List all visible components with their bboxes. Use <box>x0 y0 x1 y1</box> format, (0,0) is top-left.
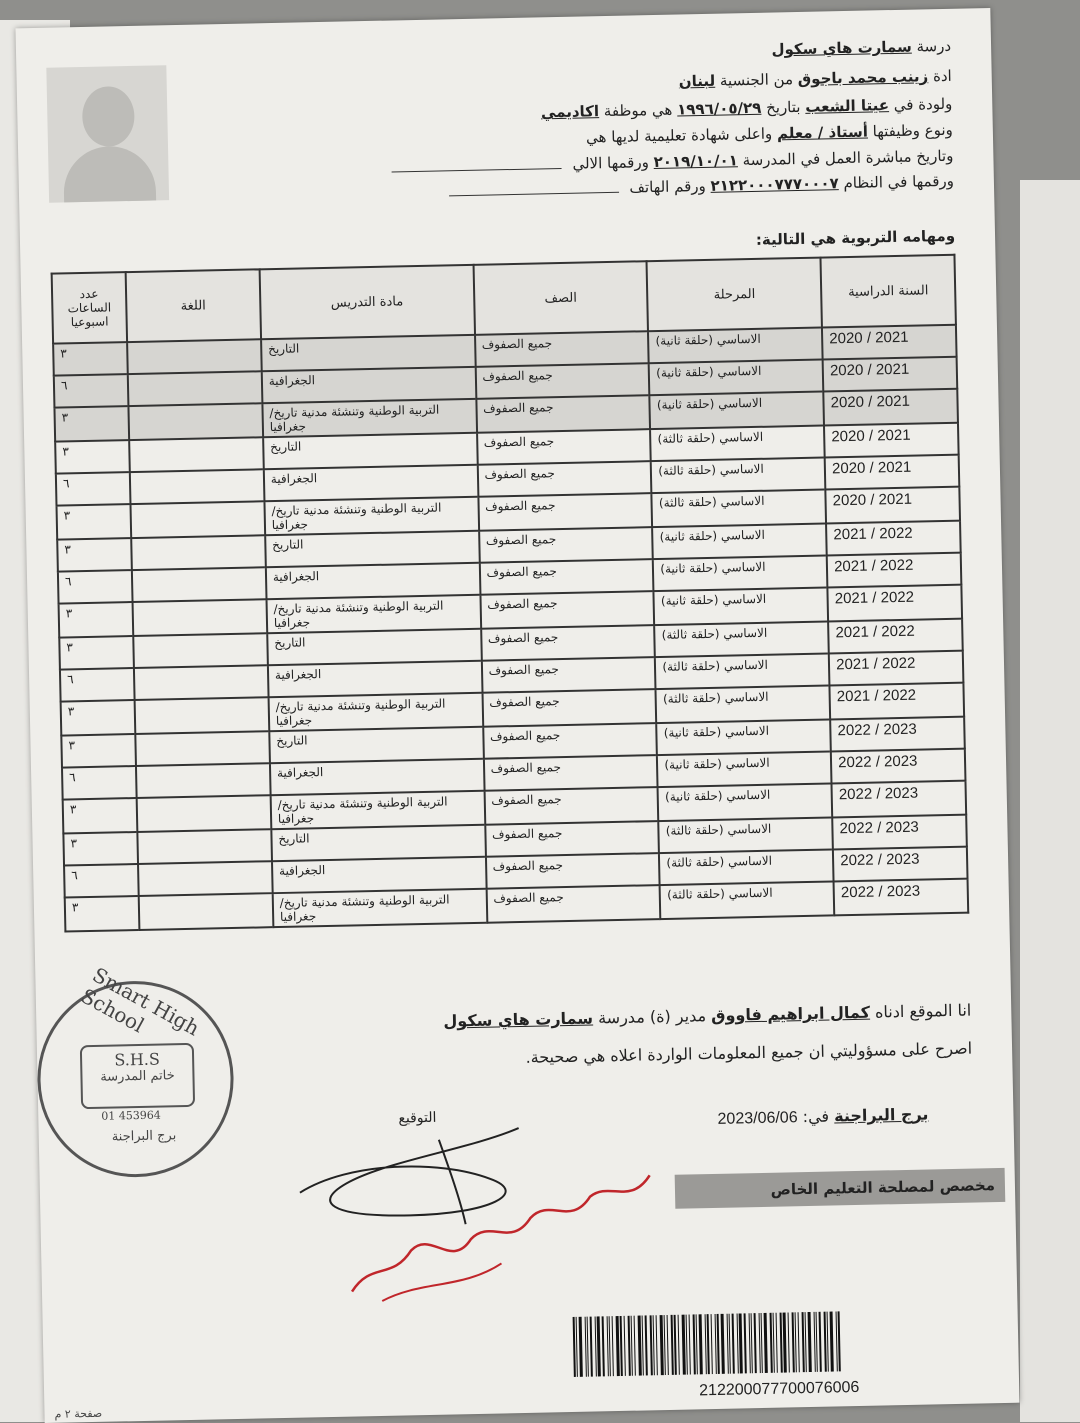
cell-subject: الجغرافية <box>264 465 478 501</box>
header-line-job <box>586 121 953 147</box>
barcode-bar <box>699 1314 703 1374</box>
cell-language <box>130 469 264 504</box>
cell-language <box>137 829 271 864</box>
barcode-bar <box>805 1312 807 1372</box>
header-line-name <box>679 67 952 91</box>
cell-stage: الاساسي (حلقة ثانية) <box>649 360 823 396</box>
reserved-box: مخصص لمصلحة التعليم الخاص <box>675 1168 1006 1209</box>
stamp-inner-box <box>80 1043 195 1109</box>
school-stamp <box>35 962 235 1179</box>
tasks-title: ومهامه التربوية هي التالية: <box>755 226 956 249</box>
header-line-system <box>442 172 954 201</box>
barcode-bar <box>798 1312 800 1372</box>
cell-year: 2020 / 2021 <box>824 423 959 458</box>
cell-language <box>128 371 262 406</box>
header-label: ونوع وظيفتها <box>872 120 954 141</box>
barcode-bar <box>721 1314 725 1374</box>
place-name: برج البراجنة <box>833 1104 929 1126</box>
header-label: ورقمها الالي <box>572 153 650 173</box>
cell-language <box>135 731 269 766</box>
document-page <box>15 8 1019 1423</box>
declaration-text: مدير (ة) مدرسة <box>597 1006 707 1028</box>
cell-stage: الاساسي (حلقة ثالثة) <box>652 490 826 528</box>
birthdate: ١٩٩٦/٠٥/٢٩ <box>676 98 762 119</box>
director-name: كمال ابراهيم فاووق <box>710 1002 871 1026</box>
cell-class: جميع الصفوف <box>475 363 649 399</box>
barcode-bar <box>590 1317 593 1377</box>
cell-subject: التاريخ <box>263 433 477 469</box>
cell-hours: ٣ <box>53 342 128 376</box>
cell-hours: ٣ <box>59 636 134 670</box>
barcode-bar <box>717 1314 720 1374</box>
cell-language <box>136 763 270 798</box>
col-header-language: اللغة <box>126 269 261 342</box>
declaration-date: 2023/06/06 <box>717 1109 798 1128</box>
cell-subject: الجغرافية <box>270 759 484 795</box>
barcode-bar <box>656 1315 658 1375</box>
cell-year: 2021 / 2022 <box>826 521 961 556</box>
cell-hours: ٦ <box>58 570 133 604</box>
cell-class: جميع الصفوف <box>480 591 654 629</box>
employee-type: اكاديمي <box>540 102 600 122</box>
cell-stage: الاساسي (حلقة ثانية) <box>657 719 831 755</box>
barcode-bar <box>678 1315 680 1375</box>
cell-year: 2020 / 2021 <box>823 389 958 426</box>
cell-year: 2020 / 2021 <box>825 487 960 524</box>
col-header-subject: مادة التدريس <box>259 265 474 339</box>
cell-year: 2021 / 2022 <box>828 585 963 622</box>
barcode-bar <box>744 1313 747 1373</box>
cell-class: جميع الصفوف <box>478 493 652 531</box>
cell-subject: التاريخ <box>267 629 481 665</box>
barcode-bar <box>686 1315 688 1375</box>
barcode-bar <box>711 1314 713 1374</box>
barcode-bar <box>816 1312 818 1372</box>
barcode-bar <box>732 1314 735 1374</box>
header-label: من الجنسية <box>719 70 794 90</box>
barcode-bar <box>707 1314 710 1374</box>
school-name: سمارت هاي سكول <box>771 37 912 59</box>
col-header-stage: المرحلة <box>647 258 822 332</box>
cell-subject: الجغرافية <box>272 857 486 893</box>
header-label: هي موظفة <box>603 100 673 121</box>
cell-class: جميع الصفوف <box>481 657 655 693</box>
cell-language <box>135 697 270 734</box>
cell-stage: الاساسي (حلقة ثالثة) <box>660 881 834 919</box>
header-line-school <box>771 37 951 59</box>
cell-language <box>127 339 261 374</box>
cell-hours: ٣ <box>59 602 134 638</box>
right-underlying-sheet <box>1020 180 1080 1422</box>
barcode-bar <box>645 1315 648 1375</box>
place-date <box>717 1104 928 1128</box>
barcode-bar <box>642 1316 644 1376</box>
cell-year: 2020 / 2021 <box>822 325 957 360</box>
signature-label: التوقيع <box>398 1109 437 1127</box>
barcode-bar <box>624 1316 626 1376</box>
barcode-bar <box>788 1312 790 1372</box>
header-label: ورقم الهاتف <box>629 176 706 197</box>
cell-subject: الجغرافية <box>268 661 482 697</box>
cell-language <box>131 535 265 570</box>
cell-subject: التاريخ <box>269 727 483 763</box>
barcode-bar <box>587 1317 589 1377</box>
cell-subject: التاريخ <box>271 825 485 861</box>
barcode-bar <box>597 1316 601 1376</box>
photo-head-silhouette <box>82 86 135 147</box>
barcode-bar <box>667 1315 669 1375</box>
barcode-bar <box>827 1312 829 1372</box>
cell-year: 2022 / 2023 <box>830 717 965 752</box>
header-label: ولودة في <box>893 94 953 114</box>
cell-class: جميع الصفوف <box>475 331 649 367</box>
cell-language <box>132 567 266 602</box>
cell-year: 2022 / 2023 <box>834 879 969 916</box>
cell-year: 2021 / 2022 <box>828 619 963 654</box>
cell-hours: ٦ <box>62 766 137 800</box>
cell-class: جميع الصفوف <box>482 689 656 727</box>
cell-class: جميع الصفوف <box>479 559 653 595</box>
stamp-abbr: S.H.S <box>114 1049 161 1070</box>
barcode-bar <box>739 1313 743 1373</box>
stamp-ring-text: Smart High School <box>77 962 204 1041</box>
barcode-bar <box>634 1316 636 1376</box>
barcode-bar <box>689 1315 691 1375</box>
cell-class: جميع الصفوف <box>477 461 651 497</box>
cell-class: جميع الصفوف <box>477 429 651 465</box>
cell-hours: ٣ <box>57 538 132 572</box>
cell-class: جميع الصفوف <box>484 787 658 825</box>
cell-year: 2022 / 2023 <box>833 847 968 882</box>
barcode-bar <box>674 1315 677 1375</box>
col-header-class: الصف <box>473 261 648 335</box>
birthplace: عيتا الشعب <box>805 96 890 116</box>
cell-stage: الاساسي (حلقة ثانية) <box>650 392 824 430</box>
cell-hours: ٣ <box>61 700 136 736</box>
stamp-city: برج البراجنة <box>111 1128 177 1145</box>
barcode-bar <box>761 1313 763 1373</box>
cell-language <box>131 501 266 538</box>
barcode-bar <box>729 1314 731 1374</box>
barcode-bar <box>653 1315 655 1375</box>
cell-subject: الجغرافية <box>262 367 476 403</box>
cell-hours: ٦ <box>54 374 129 408</box>
barcode-bar <box>609 1316 611 1376</box>
barcode-bar <box>808 1312 812 1372</box>
barcode-bar <box>696 1314 698 1374</box>
stamp-phone: 01 453964 <box>101 1108 161 1123</box>
cell-subject: التربية الوطنية وتنشئة مدنية تاريخ/ جغرافيا <box>262 399 476 437</box>
red-ink-signature <box>340 1165 663 1312</box>
barcode-bar <box>819 1312 822 1372</box>
cell-year: 2020 / 2021 <box>823 357 958 392</box>
cell-stage: الاساسي (حلقة ثالثة) <box>650 426 824 462</box>
cell-subject: التاريخ <box>261 335 475 371</box>
cell-hours: ٣ <box>65 896 140 932</box>
header-label: ادة <box>932 66 952 86</box>
cell-stage: الاساسي (حلقة ثالثة) <box>659 817 833 853</box>
cell-year: 2022 / 2023 <box>832 781 967 818</box>
cell-language <box>128 403 263 440</box>
cell-class: جميع الصفوف <box>483 723 657 759</box>
cell-stage: الاساسي (حلقة ثالثة) <box>651 458 825 494</box>
teacher-name: زينب محمد باجوق <box>797 67 929 88</box>
cell-year: 2021 / 2022 <box>829 651 964 686</box>
barcode-number: 212200077700076006 <box>699 1378 860 1400</box>
cell-stage: الاساسي (حلقة ثانية) <box>648 328 822 364</box>
barcode <box>573 1308 1014 1377</box>
cell-class: جميع الصفوف <box>486 853 660 889</box>
cell-subject: التاريخ <box>265 531 479 567</box>
barcode-bar <box>783 1313 787 1373</box>
job-type: أستاذ / معلم <box>776 122 869 143</box>
cell-hours: ٣ <box>54 406 129 442</box>
barcode-bar <box>576 1317 578 1377</box>
cell-subject: التربية الوطنية وتنشئة مدنية تاريخ/ جغرافيا <box>264 497 478 535</box>
stamp-label: خاتم المدرسة <box>100 1068 175 1085</box>
cell-class: جميع الصفوف <box>486 885 660 923</box>
cell-year: 2020 / 2021 <box>825 455 960 490</box>
barcode-bar <box>602 1316 605 1376</box>
cell-year: 2022 / 2023 <box>832 815 967 850</box>
cell-class: جميع الصفوف <box>481 625 655 661</box>
start-date: ٢٠١٩/١٠/٠١ <box>653 151 738 172</box>
blank-line <box>449 180 619 197</box>
cell-hours: ٣ <box>63 832 138 866</box>
barcode-bar <box>612 1316 614 1376</box>
barcode-bar <box>830 1312 834 1372</box>
cell-hours: ٣ <box>57 504 132 540</box>
cell-language <box>129 437 263 472</box>
cell-stage: الاساسي (حلقة ثانية) <box>658 783 832 821</box>
col-header-year: السنة الدراسية <box>821 255 956 328</box>
declaration-line-2: اصرح على مسؤوليتي ان جميع المعلومات الواردة اعلاه هي صحيحة. <box>525 1038 973 1067</box>
header-label: درسة <box>916 36 952 56</box>
barcode-bar <box>751 1313 753 1373</box>
cell-stage: الاساسي (حلقة ثانية) <box>653 555 827 591</box>
cell-subject: التربية الوطنية وتنشئة مدنية تاريخ/ جغرافيا <box>273 889 487 927</box>
barcode-bar <box>631 1316 633 1376</box>
declaration-text: انا الموقع ادناه <box>874 1000 972 1022</box>
cell-stage: الاساسي (حلقة ثالثة) <box>654 621 828 657</box>
cell-language <box>133 633 267 668</box>
system-number: ٢١٢٢٠٠٠٧٧٧٠٠٠٧ <box>710 174 839 195</box>
cell-language <box>139 893 274 930</box>
declaration-school: سمارت هاي سكول <box>443 1008 594 1031</box>
barcode-bar <box>764 1313 768 1373</box>
cell-stage: الاساسي (حلقة ثانية) <box>654 587 828 625</box>
cell-stage: الاساسي (حلقة ثانية) <box>652 523 826 559</box>
cell-class: جميع الصفوف <box>483 755 657 791</box>
cell-subject: الجغرافية <box>266 563 480 599</box>
cell-hours: ٦ <box>56 472 131 506</box>
cell-subject: التربية الوطنية وتنشئة مدنية تاريخ/ جغرافيا <box>268 693 482 731</box>
cell-year: 2022 / 2023 <box>831 749 966 784</box>
cell-hours: ٣ <box>61 734 136 768</box>
barcode-bar <box>579 1317 583 1377</box>
barcode-bar <box>664 1315 666 1375</box>
cell-year: 2021 / 2022 <box>827 553 962 588</box>
cell-class: جميع الصفوف <box>485 821 659 857</box>
cell-subject: التربية الوطنية وتنشئة مدنية تاريخ/ جغرافيا <box>266 595 480 633</box>
col-header-hours: عدد الساعات اسبوعيا <box>52 272 127 344</box>
header-line-start <box>386 147 954 177</box>
cell-subject: التربية الوطنية وتنشئة مدنية تاريخ/ جغرافيا <box>270 791 484 829</box>
place-suffix: في: <box>802 1106 830 1127</box>
blank-line <box>392 156 562 173</box>
barcode-bar <box>776 1313 778 1373</box>
cell-hours: ٦ <box>60 668 135 702</box>
tasks-table <box>51 254 970 933</box>
declaration-line-1 <box>443 1001 971 1031</box>
cell-language <box>134 665 268 700</box>
nationality: لبنان <box>678 71 716 91</box>
photo-body-silhouette <box>63 145 156 202</box>
cell-language <box>137 795 272 832</box>
cell-stage: الاساسي (حلقة ثالثة) <box>655 653 829 689</box>
cell-hours: ٣ <box>55 440 130 474</box>
barcode-bar <box>795 1312 797 1372</box>
header-label: بتاريخ <box>765 97 801 117</box>
cell-language <box>138 861 272 896</box>
header-line-birth <box>541 95 953 122</box>
cell-year: 2021 / 2022 <box>830 683 965 720</box>
header-label: واعلى شهادة تعليمية لديها هي <box>585 124 773 147</box>
header-label: ورقمها في النظام <box>843 171 955 193</box>
barcode-bar <box>773 1313 775 1373</box>
header-label: وتاريخ مباشرة العمل في المدرسة <box>742 146 954 170</box>
barcode-bar <box>620 1316 623 1376</box>
page-footer: صفحة ٢ م <box>54 1406 103 1421</box>
cell-hours: ٦ <box>64 864 139 898</box>
photo-placeholder <box>46 65 169 202</box>
barcode-bar <box>754 1313 757 1373</box>
cell-stage: الاساسي (حلقة ثالثة) <box>659 849 833 885</box>
cell-language <box>133 599 268 636</box>
cell-class: جميع الصفوف <box>476 395 650 433</box>
barcode-bar <box>838 1311 841 1371</box>
cell-stage: الاساسي (حلقة ثالثة) <box>656 685 830 723</box>
cell-hours: ٣ <box>63 798 138 834</box>
cell-stage: الاساسي (حلقة ثانية) <box>657 751 831 787</box>
cell-class: جميع الصفوف <box>479 527 653 563</box>
